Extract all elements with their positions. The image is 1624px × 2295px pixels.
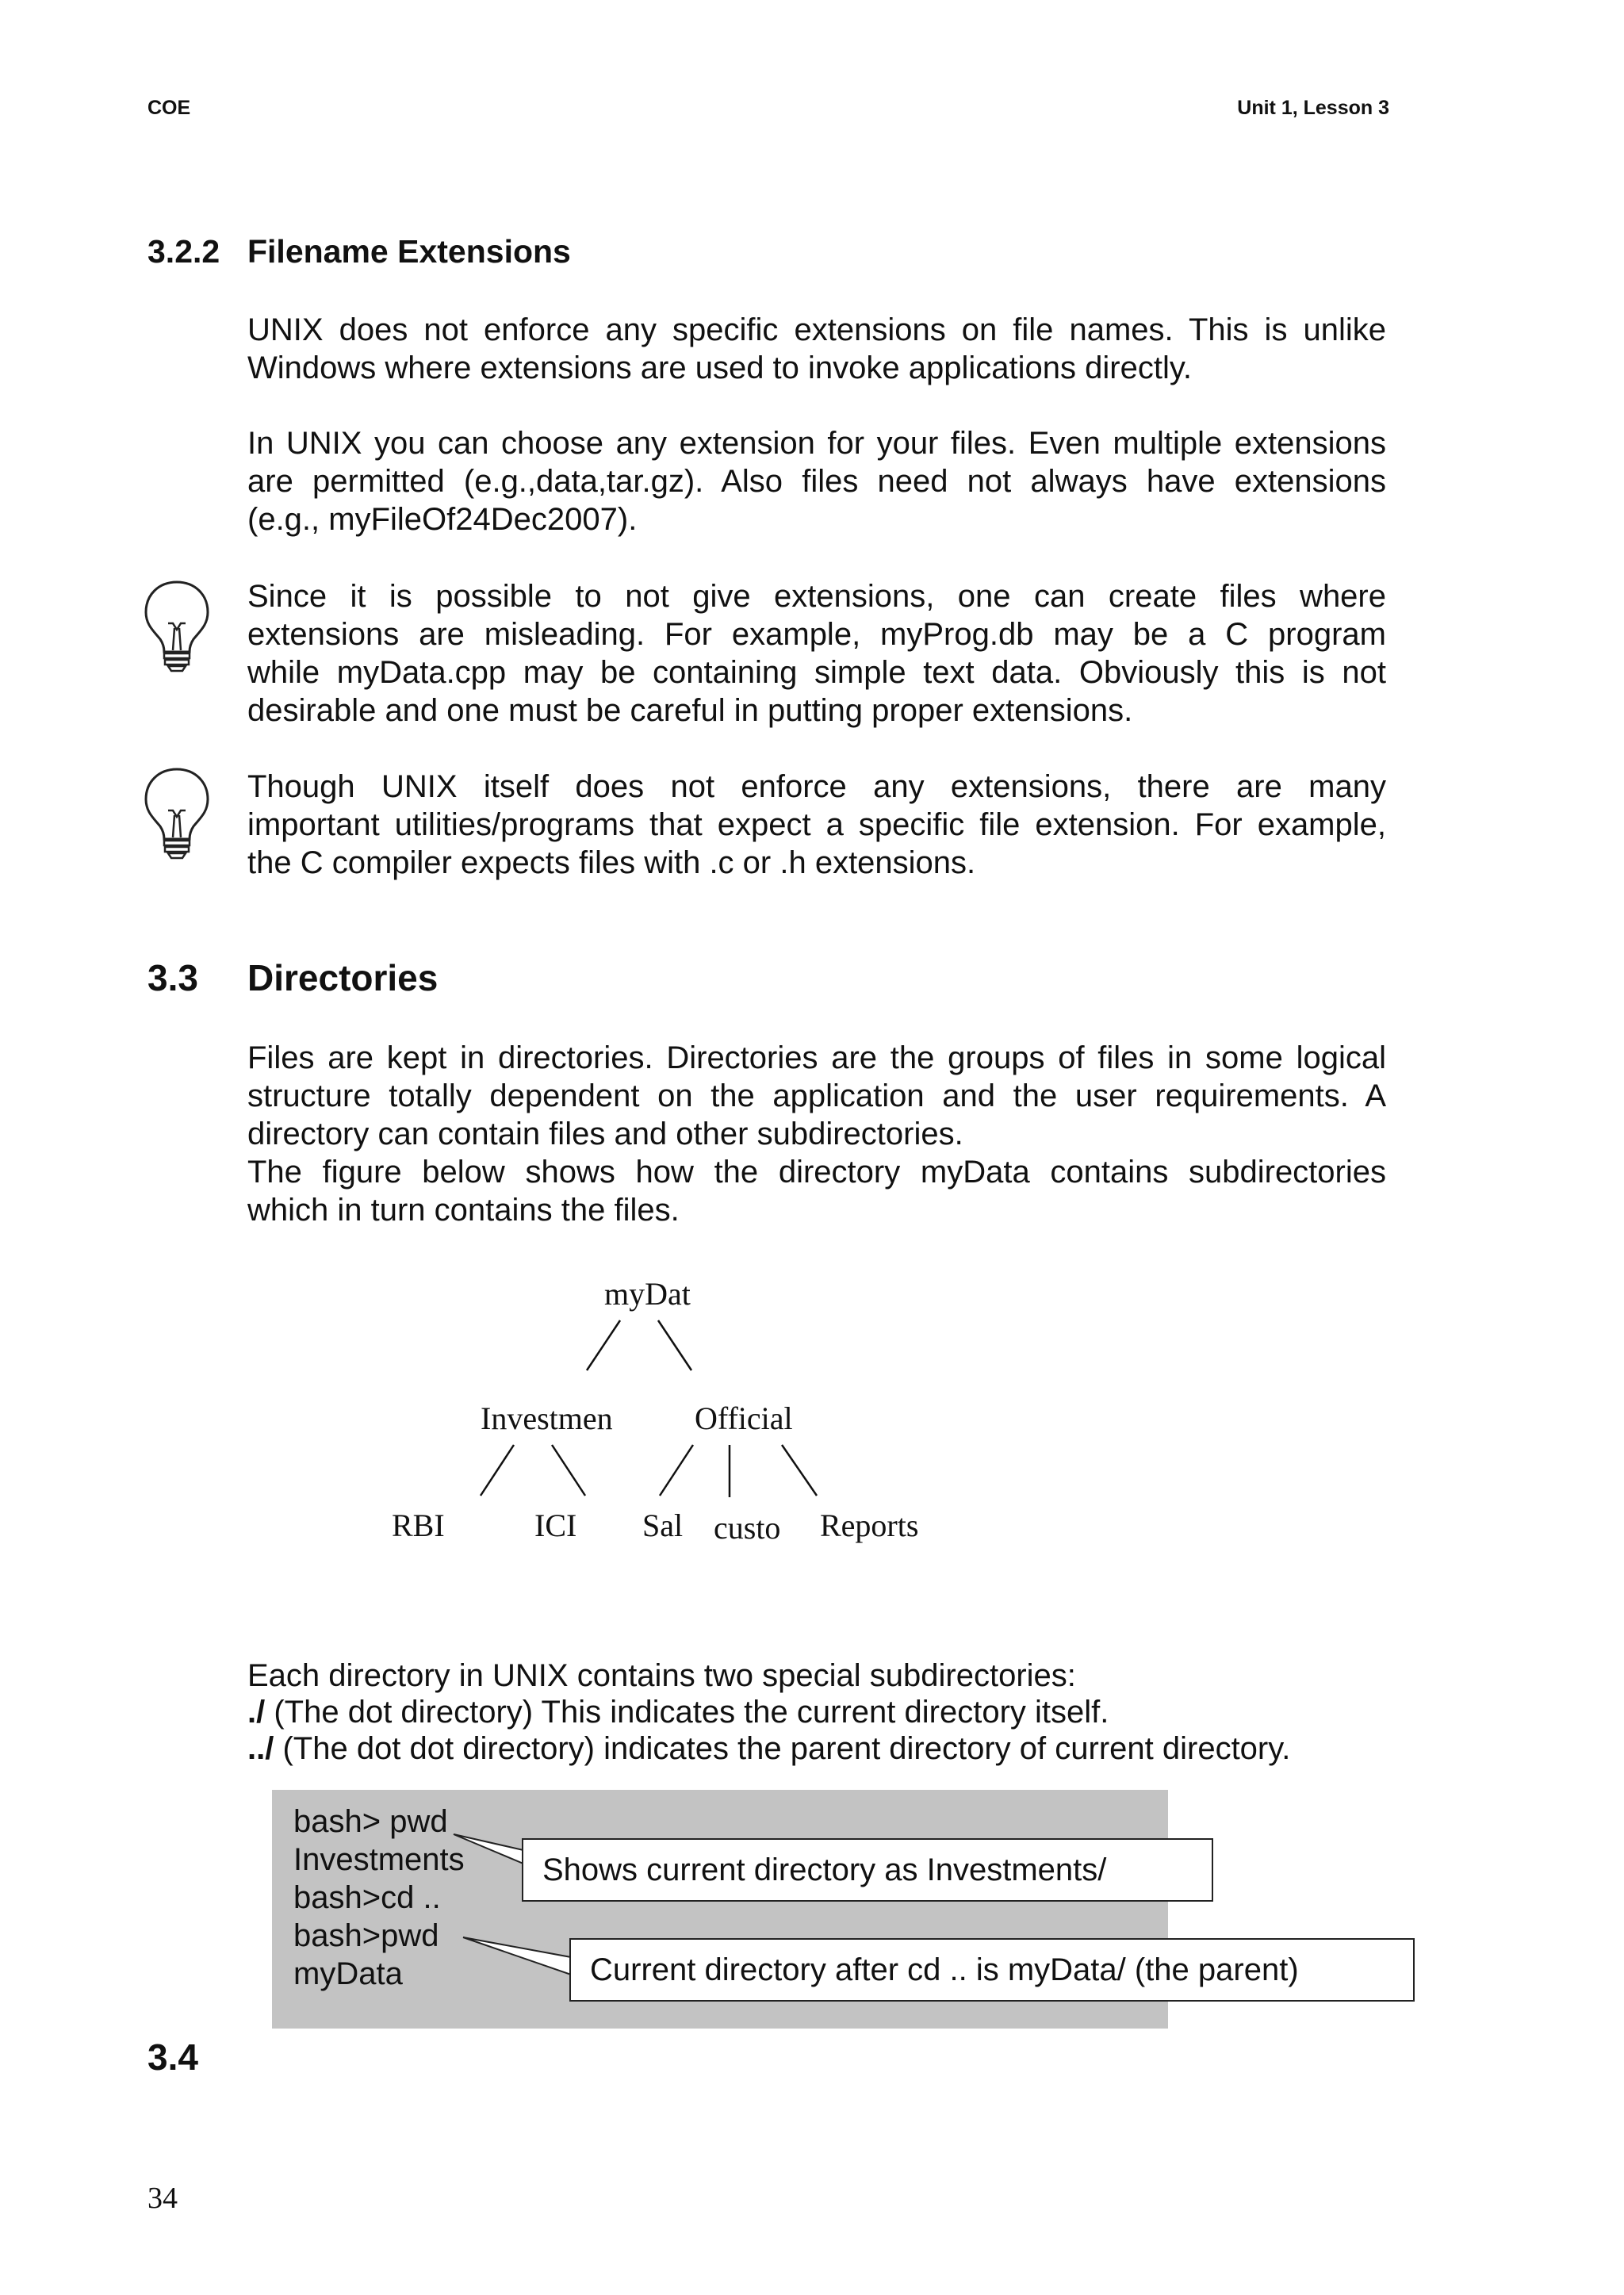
header-right: Unit 1, Lesson 3	[1237, 97, 1389, 119]
text-line: extensions are misleading. For example, myProg.db may be a C program	[247, 617, 1386, 652]
header-left: COE	[147, 97, 191, 119]
tree-leaf-custo: custo	[714, 1510, 781, 1546]
terminal-line: myData	[293, 1956, 403, 1991]
tree-leaf-ici: ICI	[534, 1508, 577, 1543]
text-line: structure totally dependent on the application and the user requirements. A	[247, 1079, 1386, 1113]
text-line: are permitted (e.g.,data,tar.gz). Also files need not always have extensions	[247, 464, 1386, 499]
text-line: Though UNIX itself does not enforce any extensions, there are many	[247, 769, 1386, 804]
terminal-line: bash> pwd	[293, 1804, 448, 1839]
text-line: (e.g., myFileOf24Dec2007).	[247, 502, 638, 537]
terminal-line: bash>cd ..	[293, 1880, 441, 1915]
tree-node-official: Official	[695, 1400, 793, 1436]
terminal-line: bash>pwd	[293, 1918, 439, 1953]
text-line: desirable and one must be careful in putting proper extensions.	[247, 693, 1133, 728]
section-title-322: Filename Extensions	[247, 233, 571, 270]
text-line: In UNIX you can choose any extension for your files. Even multiple extensions	[247, 426, 1386, 461]
tree-leaf-sal: Sal	[642, 1508, 684, 1543]
text-line: UNIX does not enforce any specific extensions on file names. This is unlike	[247, 312, 1386, 347]
dot-directory-symbol: ./	[247, 1695, 266, 1730]
text-line: Files are kept in directories. Directories are the groups of files in some logical	[247, 1040, 1386, 1075]
dot-directory-text: (The dot directory) This indicates the current directory itself.	[265, 1695, 1109, 1730]
section-number-34: 3.4	[147, 2036, 198, 2078]
section-number-322: 3.2.2	[147, 233, 220, 270]
special-dirs-intro: Each directory in UNIX contains two special subdirectories:	[247, 1658, 1076, 1693]
text-line: which in turn contains the files.	[247, 1193, 680, 1228]
page-number: 34	[147, 2182, 178, 2215]
text-line: while myData.cpp may be containing simple text data. Obviously this is not	[247, 655, 1386, 690]
tree-node-investments: Investmen	[481, 1400, 613, 1436]
text-line: The figure below shows how the directory myData contains subdirectories	[247, 1155, 1386, 1190]
text-line: directory can contain files and other subdirectories.	[247, 1117, 963, 1151]
text-line: Since it is possible to not give extensions, one can create files where	[247, 579, 1386, 614]
section-title-33: Directories	[247, 957, 439, 998]
dotdot-directory-symbol: ../	[247, 1731, 274, 1766]
text-line: the C compiler expects files with .c or .h extensions.	[247, 845, 976, 880]
text-line: important utilities/programs that expect a specific file extension. For example,	[247, 807, 1386, 842]
callout-current-directory: Shows current directory as Investments/	[522, 1838, 1213, 1902]
dotdot-directory-text: (The dot dot directory) indicates the parent directory of current directory.	[274, 1731, 1291, 1766]
tree-leaf-rbi: RBI	[392, 1508, 445, 1543]
section-number-33: 3.3	[147, 957, 198, 998]
tree-node-root: myDat	[604, 1276, 691, 1312]
tree-leaf-reports: Reports	[820, 1508, 919, 1543]
callout-parent-directory: Current directory after cd .. is myData/ (the parent)	[569, 1938, 1415, 2002]
terminal-line: Investments	[293, 1842, 465, 1877]
text-line: Windows where extensions are used to invoke applications directly.	[247, 351, 1192, 385]
